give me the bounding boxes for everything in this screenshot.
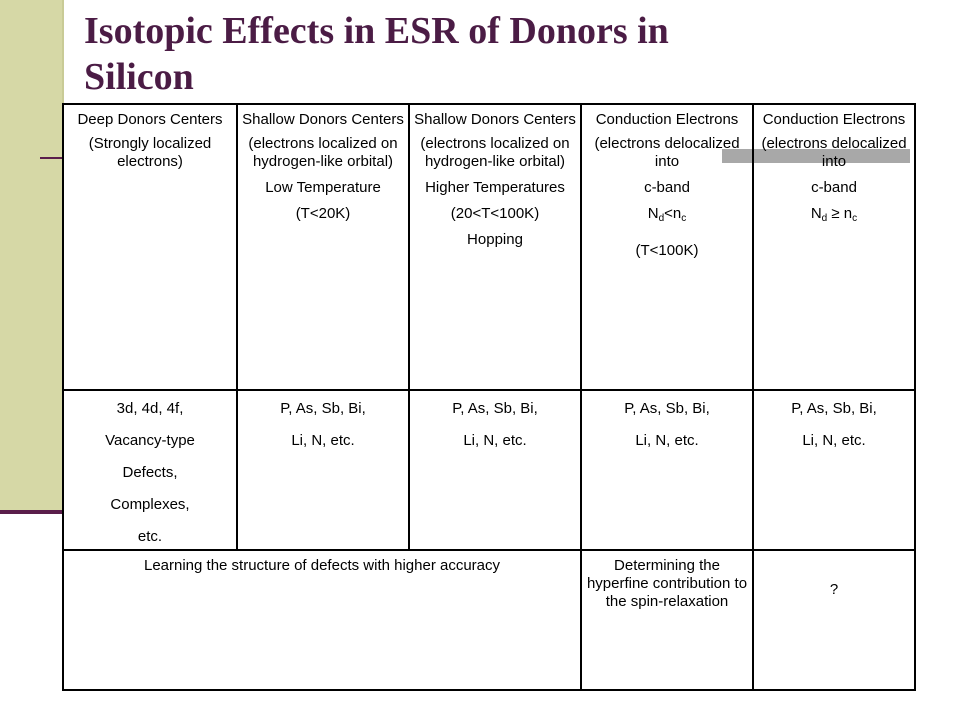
column-divider bbox=[236, 105, 238, 551]
col4-band: c-band bbox=[644, 179, 690, 196]
col3-range: (20<T<100K) bbox=[450, 205, 540, 222]
title-line-1: Isotopic Effects in ESR of Donors in bbox=[84, 10, 669, 52]
col2-header-cell bbox=[242, 111, 404, 231]
slide-side-band bbox=[0, 0, 64, 514]
col4-header: Conduction Electrons bbox=[595, 111, 739, 128]
col1-example: Complexes, bbox=[110, 496, 190, 513]
side-band-rule bbox=[0, 510, 62, 514]
col3-example: P, As, Sb, Bi, bbox=[452, 400, 538, 417]
cond-sub: d bbox=[821, 213, 828, 224]
column-divider bbox=[752, 549, 754, 689]
col5-condition bbox=[758, 205, 910, 228]
col5-example: Li, N, etc. bbox=[802, 432, 866, 449]
col3-examples bbox=[414, 399, 576, 463]
col5-example: P, As, Sb, Bi, bbox=[791, 400, 877, 417]
cond-rel: ≥ n bbox=[827, 205, 853, 222]
col1-example: Vacancy-type bbox=[105, 432, 195, 449]
cond-sub2: c bbox=[852, 213, 858, 224]
col5-header-cell bbox=[758, 111, 910, 236]
cond-base: N bbox=[647, 205, 659, 222]
col2-range: (T<20K) bbox=[295, 205, 351, 222]
col1-example: Defects, bbox=[122, 464, 178, 481]
col4-range: (T<100K) bbox=[635, 242, 699, 259]
col4-examples bbox=[586, 399, 748, 463]
cond-sub: d bbox=[658, 213, 665, 224]
cond-rel: <n bbox=[664, 205, 682, 222]
column-divider bbox=[580, 105, 582, 551]
col2-header: Shallow Donors Centers bbox=[242, 111, 404, 128]
col3-header: Shallow Donors Centers bbox=[414, 111, 576, 128]
col3-mechanism: Hopping bbox=[467, 231, 523, 248]
col3-example: Li, N, etc. bbox=[463, 432, 527, 449]
col1-desc: (Strongly localized electrons) bbox=[88, 135, 212, 170]
col1-examples bbox=[68, 399, 232, 559]
title-line-2: Silicon bbox=[84, 56, 194, 98]
col4-desc: (electrons delocalized into bbox=[594, 135, 740, 170]
donor-table bbox=[62, 103, 916, 691]
slide-title bbox=[84, 8, 944, 100]
column-divider bbox=[408, 105, 410, 551]
col1-example: etc. bbox=[137, 528, 163, 545]
col4-header-cell bbox=[586, 111, 748, 268]
col2-temp: Low Temperature bbox=[265, 179, 381, 196]
column-divider bbox=[580, 549, 582, 689]
col1-example: 3d, 4d, 4f, bbox=[116, 400, 184, 417]
col2-example: P, As, Sb, Bi, bbox=[280, 400, 366, 417]
col1-header: Deep Donors Centers bbox=[77, 111, 223, 128]
col1-header-cell bbox=[68, 111, 232, 179]
title-rule bbox=[40, 157, 62, 159]
bottom-left-cell: Learning the structure of defects with higher accuracy bbox=[143, 557, 501, 574]
col5-header: Conduction Electrons bbox=[762, 111, 906, 128]
col2-examples bbox=[242, 399, 404, 463]
row-divider bbox=[64, 389, 914, 391]
bottom-middle-cell: Determining the hyperfine contribution to the spin-relaxation bbox=[586, 557, 748, 610]
col3-desc: (electrons localized on hydrogen-like orbital) bbox=[420, 135, 570, 170]
col4-condition bbox=[586, 205, 748, 228]
col5-desc: (electrons delocalized into bbox=[761, 135, 907, 170]
cond-base: N bbox=[810, 205, 822, 222]
bottom-right-cell: ? bbox=[829, 581, 839, 598]
cond-sub2: c bbox=[681, 213, 687, 224]
col4-example: P, As, Sb, Bi, bbox=[624, 400, 710, 417]
col5-examples bbox=[758, 399, 910, 463]
col3-header-cell bbox=[414, 111, 576, 257]
col4-example: Li, N, etc. bbox=[635, 432, 699, 449]
col5-band: c-band bbox=[811, 179, 857, 196]
column-divider bbox=[752, 105, 754, 551]
col3-temp: Higher Temperatures bbox=[425, 179, 565, 196]
col2-example: Li, N, etc. bbox=[291, 432, 355, 449]
col2-desc: (electrons localized on hydrogen-like orbital) bbox=[248, 135, 398, 170]
